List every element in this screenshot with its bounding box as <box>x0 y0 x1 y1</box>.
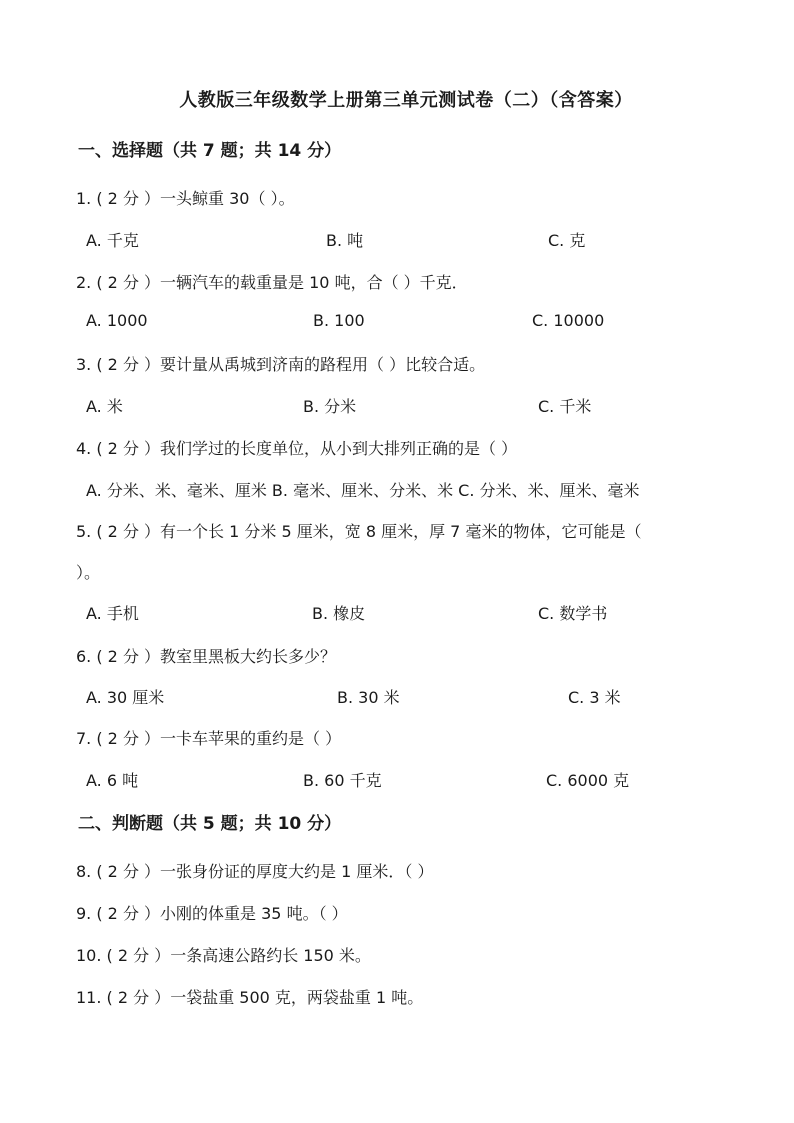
section-heading-choice: 一、选择题（共 7 题；共 14 分） <box>78 141 342 161</box>
question-1-options <box>86 228 726 252</box>
option-a: A. 米 <box>86 397 123 416</box>
question-6: 6. ( 2 分 ）教室里黑板大约长多少？ <box>76 647 337 666</box>
page-title: 人教版三年级数学上册第三单元测试卷（二）（含答案） <box>179 90 633 111</box>
question-7: 7. ( 2 分 ）一卡车苹果的重约是（ ） <box>76 729 342 748</box>
question-3-options <box>86 394 726 418</box>
option-c: C. 3 米 <box>568 688 621 707</box>
option-a: A. 30 厘米 <box>86 688 165 707</box>
question-11: 11. ( 2 分 ）一袋盐重 500 克，两袋盐重 1 吨。 <box>76 988 424 1007</box>
question-5-options <box>86 601 726 625</box>
question-2-options <box>86 311 726 335</box>
question-4: 4. ( 2 分 ）我们学过的长度单位，从小到大排列正确的是（ ） <box>76 439 518 458</box>
option-a: A. 6 吨 <box>86 771 139 790</box>
question-5-continued: ）。 <box>76 563 101 582</box>
question-6-options <box>86 685 726 709</box>
question-3: 3. ( 2 分 ）要计量从禹城到济南的路程用（ ）比较合适。 <box>76 355 486 374</box>
option-b: B. 吨 <box>326 231 364 250</box>
question-7-options <box>86 768 726 792</box>
question-4-options: A. 分米、米、毫米、厘米 B. 毫米、厘米、分米、米 C. 分米、米、厘米、毫米 <box>86 481 640 500</box>
option-a: A. 1000 <box>86 311 148 330</box>
question-2: 2. ( 2 分 ）一辆汽车的载重量是 10 吨，合（ ）千克． <box>76 273 468 292</box>
option-a: A. 千克 <box>86 231 139 250</box>
option-b: B. 橡皮 <box>312 604 366 623</box>
option-b: B. 100 <box>313 311 365 330</box>
question-9: 9. ( 2 分 ）小刚的体重是 35 吨。（ ） <box>76 904 348 923</box>
question-1: 1. ( 2 分 ）一头鲸重 30（ ）。 <box>76 189 295 208</box>
option-c: C. 10000 <box>532 311 605 330</box>
option-b: B. 30 米 <box>337 688 400 707</box>
question-10: 10. ( 2 分 ）一条高速公路约长 150 米。 <box>76 946 371 965</box>
question-5: 5. ( 2 分 ）有一个长 1 分米 5 厘米，宽 8 厘米，厚 7 毫米的物体，它可能是（ <box>76 522 642 541</box>
option-c: C. 数学书 <box>538 604 608 623</box>
option-a: A. 手机 <box>86 604 139 623</box>
question-8: 8. ( 2 分 ）一张身份证的厚度大约是 1 厘米．（ ） <box>76 862 434 881</box>
option-c: C. 6000 克 <box>546 771 630 790</box>
option-c: C. 克 <box>548 231 586 250</box>
option-c: C. 千米 <box>538 397 592 416</box>
option-b: B. 分米 <box>303 397 357 416</box>
option-b: B. 60 千克 <box>303 771 382 790</box>
section-heading-judgement: 二、判断题（共 5 题；共 10 分） <box>78 814 342 834</box>
